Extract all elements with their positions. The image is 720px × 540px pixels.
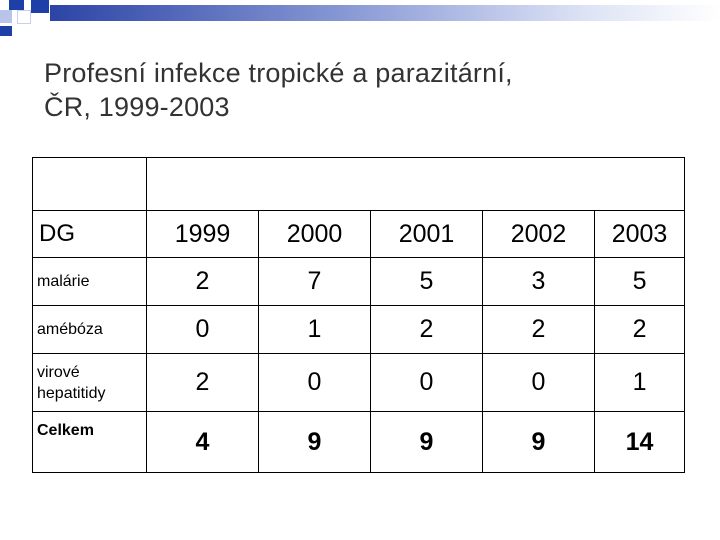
- row-label: amébóza: [33, 306, 147, 354]
- table-cell: 5: [371, 258, 483, 306]
- total-cell: 9: [483, 412, 595, 473]
- header-cell-2000: 2000: [259, 211, 371, 258]
- total-cell: 9: [259, 412, 371, 473]
- table-blank-row: [33, 158, 685, 211]
- table-total-row: [33, 412, 685, 473]
- table-cell: 0: [259, 354, 371, 412]
- decor-square-3: [17, 10, 31, 24]
- row-label-total: Celkem: [33, 412, 147, 473]
- blank-cell: [33, 158, 147, 211]
- table-cell: 3: [483, 258, 595, 306]
- table-cell: 2: [147, 258, 259, 306]
- total-cell: 14: [595, 412, 685, 473]
- table-row: [33, 306, 685, 354]
- table-cell: 2: [147, 354, 259, 412]
- decor-square-1: [9, 0, 24, 10]
- table-cell: 1: [259, 306, 371, 354]
- table-cell: 7: [259, 258, 371, 306]
- header-cell-dg: DG: [33, 211, 147, 258]
- header-gradient-bar: [50, 5, 720, 21]
- row-label: virové hepatitidy: [33, 354, 147, 412]
- table-cell: 1: [595, 354, 685, 412]
- table-header-row: [33, 211, 685, 258]
- table-cell: 0: [371, 354, 483, 412]
- row-label: malárie: [33, 258, 147, 306]
- table-row: [33, 258, 685, 306]
- header-cell-1999: 1999: [147, 211, 259, 258]
- decor-square-2: [0, 10, 12, 23]
- title-line-1: Profesní infekce tropické a parazitární,: [44, 58, 513, 88]
- decor-square-4: [31, 0, 49, 13]
- table-cell: 0: [147, 306, 259, 354]
- table-cell: 2: [595, 306, 685, 354]
- header-cell-2001: 2001: [371, 211, 483, 258]
- header-cell-2003: 2003: [595, 211, 685, 258]
- table-cell: 0: [483, 354, 595, 412]
- slide-title: [44, 56, 684, 124]
- table-cell: 2: [483, 306, 595, 354]
- total-cell: 9: [371, 412, 483, 473]
- title-line-2: ČR, 1999-2003: [44, 92, 230, 122]
- table-row: [33, 354, 685, 412]
- total-cell: 4: [147, 412, 259, 473]
- decor-square-5: [0, 26, 12, 36]
- header-cell-2002: 2002: [483, 211, 595, 258]
- blank-cell-merged: [147, 158, 685, 211]
- table-cell: 5: [595, 258, 685, 306]
- infections-table: [32, 157, 685, 473]
- table-cell: 2: [371, 306, 483, 354]
